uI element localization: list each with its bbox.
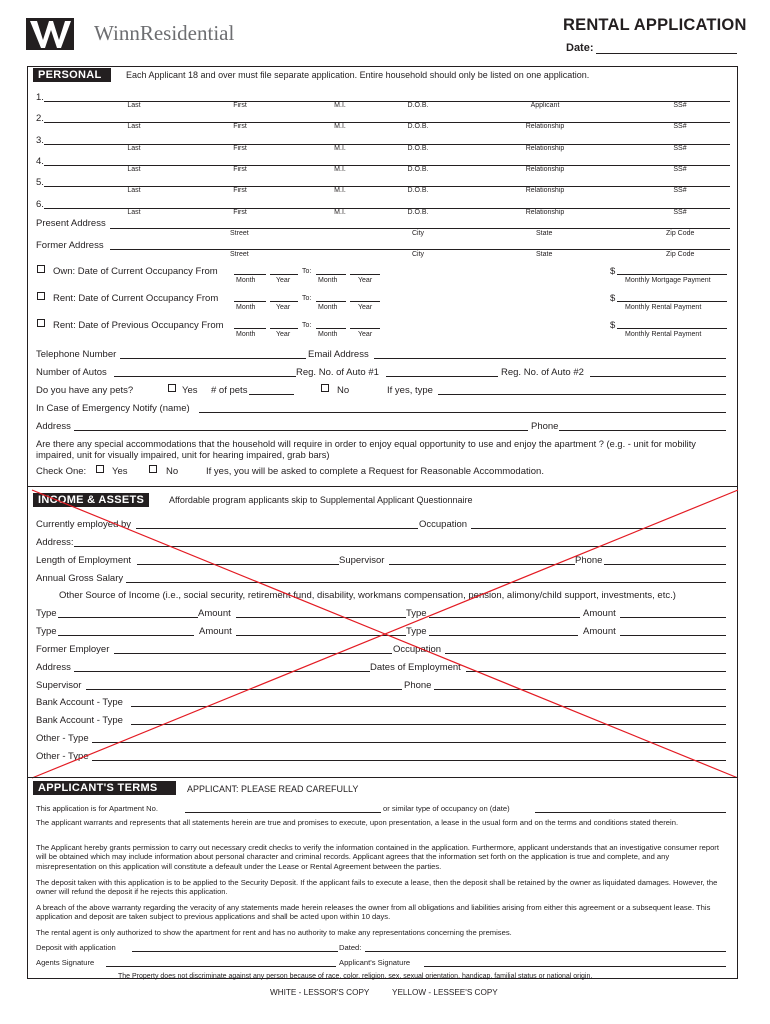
terms-paragraph-1: The applicant warrants and represents that all statements herein are true and promises to execute, upon presentation, a lease in the usual form and on the terms and conditions stated therein. xyxy=(36,818,679,827)
applicant-row-number: 2. xyxy=(36,113,44,125)
former-address-label-2: Address xyxy=(36,662,71,673)
applicant-row-caption: M.I. xyxy=(334,102,346,109)
applicant-signature-field[interactable] xyxy=(424,966,726,967)
former-street-label: Street xyxy=(230,251,249,258)
apartment-no-field[interactable] xyxy=(185,812,381,813)
applicant-row-number: 3. xyxy=(36,134,44,146)
terms-paragraph-5: The rental agent is only authorized to show the apartment for rent and has no authority to make any representations concerning the premises. xyxy=(36,928,512,937)
type-label-2: Type xyxy=(406,608,427,619)
applicant-row-caption: First xyxy=(233,102,247,109)
month-caption: Month xyxy=(236,277,256,284)
supervisor-label: Supervisor xyxy=(339,555,385,566)
type-label-1: Type xyxy=(36,608,57,619)
month-caption: Month xyxy=(318,277,338,284)
applicant-row-caption: First xyxy=(233,187,247,195)
brand-name-residential: Residential xyxy=(139,21,235,45)
other-source-label: Other Source of Income (i.e., social security, retirement fund, disability, workmans compensation, pension, alimony/child support, investments, etc.) xyxy=(59,590,676,601)
employer-address-label: Address: xyxy=(36,537,74,548)
applicant-row-caption: D.O.B. xyxy=(407,165,429,173)
year-caption: Year xyxy=(358,331,373,338)
agent-signature-field[interactable] xyxy=(106,966,336,967)
dollar-sign: $ xyxy=(610,320,616,331)
month-caption: Month xyxy=(318,304,338,311)
personal-heading: PERSONAL xyxy=(33,68,111,82)
income-note: Affordable program applicants skip to Supplemental Applicant Questionnaire xyxy=(169,495,473,505)
applicant-row-caption: SS# xyxy=(673,165,687,173)
year-caption: Year xyxy=(358,304,373,311)
terms-paragraph-4: A breach of the above warranty regarding the veracity of any statements made herein releases the owner from all obligations and liabilities arising from either this agreement or a subsequent lease. This application and deposit are taken subject to previous applications and shall be acted upon within 10 days. xyxy=(36,903,711,922)
year-caption: Year xyxy=(276,304,291,311)
applicant-row-caption: Last xyxy=(127,102,141,109)
occupation-label: Occupation xyxy=(419,519,468,530)
former-phone-label: Phone xyxy=(404,680,432,691)
former-state-label: State xyxy=(536,251,553,258)
telephone-label: Telephone Number xyxy=(36,349,117,360)
pets-question: Do you have any pets? xyxy=(36,385,134,396)
applicant-row-caption: Last xyxy=(127,208,141,216)
applicant-row-caption: M.I. xyxy=(334,187,346,195)
month-caption: Month xyxy=(318,331,338,338)
applicant-row-caption: First xyxy=(233,123,247,131)
deposit-field[interactable] xyxy=(132,951,338,952)
agent-signature-label: Agents Signature xyxy=(36,958,95,967)
dated-label: Dated: xyxy=(339,943,362,952)
other-type-label-2: Other - Type xyxy=(36,751,89,762)
copy-white: WHITE - LESSOR'S COPY xyxy=(270,988,370,997)
to-label: To: xyxy=(302,268,312,275)
emergency-label: In Case of Emergency Notify (name) xyxy=(36,403,190,414)
applicant-row-number: 1. xyxy=(36,92,44,103)
length-label: Length of Employment xyxy=(36,555,132,566)
present-address-label: Present Address xyxy=(36,218,106,229)
to-label: To: xyxy=(302,322,312,329)
occupancy-label: Own: Date of Current Occupancy From xyxy=(53,266,218,277)
applicant-row-caption: Relationship xyxy=(525,165,565,173)
applicant-row-caption: SS# xyxy=(673,187,687,195)
applicant-row-caption: Last xyxy=(127,144,141,152)
type-label-4: Type xyxy=(406,626,427,637)
employer-phone-label: Phone xyxy=(575,555,603,566)
occupancy-label: Rent: Date of Previous Occupancy From xyxy=(53,320,224,331)
former-occupation-label: Occupation xyxy=(393,644,442,655)
year-caption: Year xyxy=(276,277,291,284)
amount-label-2: Amount xyxy=(583,608,616,619)
document-title: RENTAL APPLICATION xyxy=(563,16,747,34)
amount-label-1: Amount xyxy=(198,608,231,619)
applicant-row-caption: Relationship xyxy=(525,208,565,216)
payment-caption: Monthly Rental Payment xyxy=(625,304,702,311)
to-label: To: xyxy=(302,295,312,302)
accommodation-note: If yes, you will be asked to complete a Request for Reasonable Accommodation. xyxy=(206,466,544,477)
applicant-row-caption: SS# xyxy=(673,123,687,131)
pets-type-label: If yes, type xyxy=(387,385,433,396)
num-pets-label: # of pets xyxy=(211,385,248,396)
month-caption: Month xyxy=(236,331,256,338)
payment-caption: Monthly Rental Payment xyxy=(625,331,702,338)
terms-paragraph-2: The Applicant hereby grants permission to carry out necessary credit checks to verify the information contained in the application. Furthermore, applicant understands that an investigative consumer report will be obtained which may include information about personal character and criminal records. Applicant agrees that the information set forth on the application is true and complete, and any misrepresentation on this application will constitute a defeault under the Lease or Rental Agreement between the parties. xyxy=(36,843,719,871)
amount-label-3: Amount xyxy=(199,626,232,637)
payment-caption: Monthly Mortgage Payment xyxy=(625,277,711,284)
reg1-label: Reg. No. of Auto #1 xyxy=(296,367,379,378)
present-zip-label: Zip Code xyxy=(666,230,695,237)
former-zip-label: Zip Code xyxy=(666,251,695,258)
email-label: Email Address xyxy=(308,349,369,360)
applicant-row-caption: First xyxy=(233,144,247,152)
applicant-row-caption: Last xyxy=(127,165,141,173)
present-street-label: Street xyxy=(230,230,249,237)
other-type-label-1: Other - Type xyxy=(36,733,89,744)
income-heading: INCOME & ASSETS xyxy=(33,493,149,507)
section-divider-2 xyxy=(27,777,738,778)
brand-name-winn: Winn xyxy=(94,21,140,45)
pets-yes-label: Yes xyxy=(182,385,198,396)
occupancy-date-field[interactable] xyxy=(535,812,726,813)
applicant-row-caption: Last xyxy=(127,187,141,195)
terms-paragraph-3: The deposit taken with this application is to be applied to the Security Deposit. If the applicant fails to execute a lease, then the deposit shall be retained by the owner as liquidated damages. However, the owner will refund the deposit if he rejects this application. xyxy=(36,878,718,897)
former-supervisor-label: Supervisor xyxy=(36,680,82,691)
month-caption: Month xyxy=(236,304,256,311)
dollar-sign: $ xyxy=(610,266,616,277)
accommodation-no-label: No xyxy=(166,466,179,477)
emergency-address-label: Address xyxy=(36,421,71,432)
applicant-row-caption: Applicant xyxy=(530,102,560,109)
applicant-row-caption: SS# xyxy=(673,144,687,152)
applicant-row-number: 4. xyxy=(36,155,44,167)
type-label-3: Type xyxy=(36,626,57,637)
applicant-row-number: 6. xyxy=(36,198,44,210)
applicant-row-caption: Relationship xyxy=(525,187,565,195)
employed-by-label: Currently employed by xyxy=(36,519,132,530)
personal-note: Each Applicant 18 and over must file separate application. Entire household should only be listed on one application. xyxy=(126,70,590,80)
dates-employment-label: Dates of Employment xyxy=(370,662,461,673)
applicant-row-caption: First xyxy=(233,165,247,173)
emergency-phone-label: Phone xyxy=(531,421,559,432)
former-employer-label: Former Employer xyxy=(36,644,110,655)
applicant-row-caption: M.I. xyxy=(334,123,346,131)
bank-account-label-1: Bank Account - Type xyxy=(36,697,123,708)
applicant-row-caption: D.O.B. xyxy=(407,187,429,195)
applicant-row-caption: SS# xyxy=(673,208,687,216)
applicant-signature-label: Applicant's Signature xyxy=(339,958,411,967)
applicant-row-caption: D.O.B. xyxy=(407,102,429,109)
applicant-row-caption: D.O.B. xyxy=(407,123,429,131)
applicant-row-caption: D.O.B. xyxy=(407,208,429,216)
applicant-row-caption: M.I. xyxy=(334,144,346,152)
occupancy-label: Rent: Date of Current Occupancy From xyxy=(53,293,219,304)
terms-subheading: APPLICANT: PLEASE READ CAREFULLY xyxy=(187,784,359,794)
applicant-row-caption: Relationship xyxy=(525,123,565,131)
year-caption: Year xyxy=(276,331,291,338)
applicant-row-caption: D.O.B. xyxy=(407,144,429,152)
pets-no-label: No xyxy=(337,385,350,396)
applicant-row-caption: M.I. xyxy=(334,208,346,216)
occupancy-date-label: or similar type of occupancy on (date) xyxy=(383,804,510,813)
dated-field[interactable] xyxy=(365,951,726,952)
terms-heading: APPLICANT'S TERMS xyxy=(33,781,176,795)
reg2-label: Reg. No. of Auto #2 xyxy=(501,367,584,378)
applicant-row-caption: Last xyxy=(127,123,141,131)
date-label: Date: xyxy=(566,42,594,54)
applicant-row-caption: M.I. xyxy=(334,165,346,173)
copy-yellow: YELLOW - LESSEE'S COPY xyxy=(392,988,498,997)
dollar-sign: $ xyxy=(610,293,616,304)
check-one-label: Check One: xyxy=(36,466,87,477)
present-city-label: City xyxy=(412,230,425,237)
deposit-label: Deposit with application xyxy=(36,943,116,952)
applicant-row-caption: Relationship xyxy=(525,144,565,152)
applicant-row-number: 5. xyxy=(36,177,44,189)
former-city-label: City xyxy=(412,251,425,258)
amount-label-4: Amount xyxy=(583,626,616,637)
year-caption: Year xyxy=(358,277,373,284)
accommodation-yes-label: Yes xyxy=(112,466,128,477)
applicant-row-caption: First xyxy=(233,208,247,216)
present-state-label: State xyxy=(536,230,553,237)
bank-account-label-2: Bank Account - Type xyxy=(36,715,123,726)
apartment-no-label: This application is for Apartment No. xyxy=(36,804,158,813)
accommodation-question: Are there any special accommodations that the household will require in order to enjoy equal opportunity to use and enjoy the apartment ? (e.g. - unit for mobility impaired, unit for visually impaired, unit for hearing impaired, grab bars) xyxy=(36,439,696,460)
autos-label: Number of Autos xyxy=(36,367,107,378)
nondiscrimination-statement: The Property does not discriminate against any person because of race, color, religion, sex, sexual orientation, handicap, familial status or national origin. xyxy=(118,973,593,980)
applicant-row-caption: SS# xyxy=(673,102,687,109)
annual-salary-label: Annual Gross Salary xyxy=(36,573,124,584)
former-address-label: Former Address xyxy=(36,240,104,251)
